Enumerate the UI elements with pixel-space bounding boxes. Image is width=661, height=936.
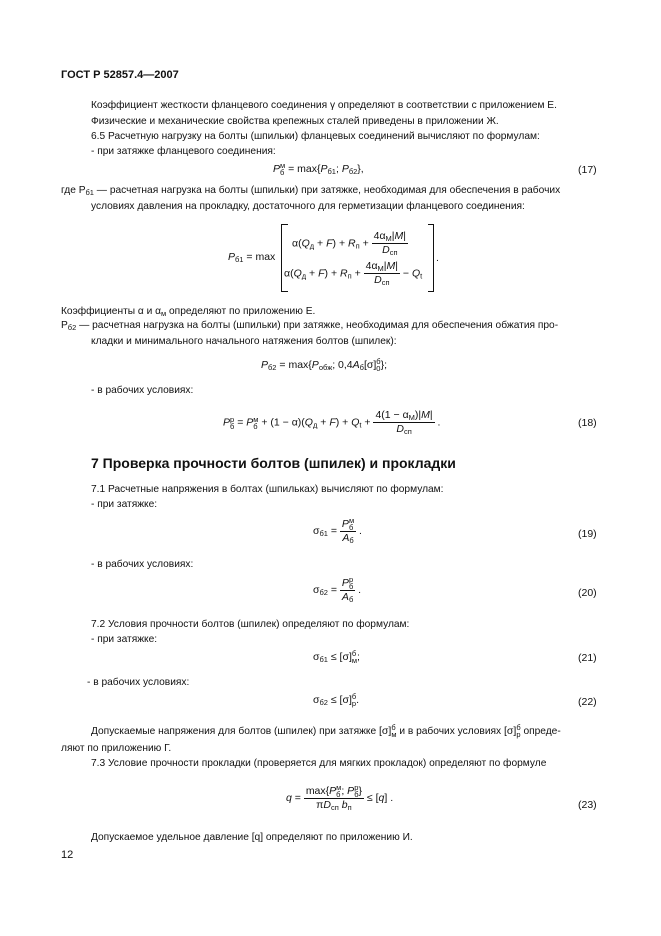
equation-number-17: (17): [578, 164, 597, 176]
equation-21: $\sigma_{б1} \le [\sigma]б$ м;: [313, 649, 360, 665]
equation-23: q = max{Pм б; Pр б} $\pi D_{сп}$ $b_п$ ≤ [q] .: [286, 783, 394, 812]
equation-pb2: $P_{б2} = \max\{P_{обж}$; $0,4A_б[\sigma]б$ 0};: [261, 357, 388, 373]
document-header: ГОСТ Р 52857.4—2007: [61, 69, 179, 81]
paragraph-at-tightening-2: - при затяжке:: [91, 634, 158, 645]
paragraph-allowable-stresses: Допускаемые напряжения для болтов (шпилек) при затяжке [σ]б м и в рабочих условиях [σ]б р опреде-: [91, 723, 561, 739]
paragraph-7-3: 7.3 Условие прочности прокладки (проверяется для мягких прокладок) определяют по формуле: [91, 758, 547, 769]
paragraph-properties: Физические и механические свойства крепежных сталей приведены в приложении Ж.: [91, 116, 499, 127]
paragraph-working-conditions: - в рабочих условиях:: [91, 385, 194, 396]
equation-19: $\sigma_{б1}$ = Pм б $A_б$ .: [313, 516, 362, 545]
paragraph-coefficients: Коэффициенты α и $\alpha_м$ определяют по приложению Е.: [61, 306, 316, 318]
paragraph-7-1: 7.1 Расчетные напряжения в болтах (шпильках) вычисляют по формулам:: [91, 484, 444, 495]
equation-20: $\sigma_{б2}$ = Pр б $A_б$ .: [313, 575, 362, 604]
equation-number-21: (21): [578, 652, 597, 664]
paragraph-tightening: - при затяжке фланцевого соединения:: [91, 146, 276, 157]
equation-number-23: (23): [578, 799, 597, 811]
paragraph-allowable-pressure: Допускаемое удельное давление [q] определяют по приложению И.: [91, 832, 413, 843]
paragraph-pb2-definition: $Р_{б2}$ — расчетная нагрузка на болты (шпильки) при затяжке, необходимая для обеспечения обжатия про-: [61, 320, 559, 332]
equation-17: Pм $б = \max\{P_{б1}$; $P_{б2}$},: [273, 161, 364, 177]
paragraph-working-1: - в рабочих условиях:: [91, 559, 194, 570]
equation-number-18: (18): [578, 417, 597, 429]
equation-18: Pр б = Pм $б + (1 - \alpha)(Q_д + F) + Q_t$ + $\frac{4(1 - \alpha_М)|M|}{D_{сп}}$ .: [223, 409, 441, 436]
paragraph-7-2: 7.2 Условия прочности болтов (шпилек) определяют по формулам:: [91, 619, 410, 630]
equation-pb1: $P_{б1} = \max$ $\alpha(Q_д + F) + R_п$ + $\frac{4\alpha_М|M|}{D_{сп}}$ $\alpha(Q_д + F) + R_п$ + $\frac{4\alpha_М|M|}{D_{сп}}$ − $Q_t$ .: [228, 224, 448, 294]
equation-number-20: (20): [578, 587, 597, 599]
paragraph-stiffness: Коэффициент жесткости фланцевого соединения γ определяют в соответствии с приложением Е.: [91, 100, 557, 111]
paragraph-working-2: - в рабочих условиях:: [87, 677, 190, 688]
paragraph-6-5: 6.5 Расчетную нагрузку на болты (шпильки) фланцевых соединений вычисляют по формулам:: [91, 131, 540, 142]
paragraph-pb1-continuation: условиях давления на прокладку, достаточного для герметизации фланцевого соединения:: [91, 201, 525, 212]
equation-22: $\sigma_{б2} \le [\sigma]б$ р.: [313, 692, 360, 708]
paragraph-allowable-stresses-end: ляют по приложению Г.: [61, 743, 172, 754]
paragraph-at-tightening-1: - при затяжке:: [91, 499, 158, 510]
equation-number-22: (22): [578, 696, 597, 708]
equation-number-19: (19): [578, 528, 597, 540]
paragraph-pb2-continuation: кладки и минимального начального натяжения болтов (шпилек):: [91, 336, 397, 347]
section-title: 7 Проверка прочности болтов (шпилек) и прокладки: [91, 455, 456, 471]
page-number: 12: [61, 849, 74, 861]
paragraph-pb1-definition: где $Р_{б1}$ — расчетная нагрузка на болты (шпильки) при затяжке, необходимая для обеспечения в рабочих: [61, 185, 561, 197]
